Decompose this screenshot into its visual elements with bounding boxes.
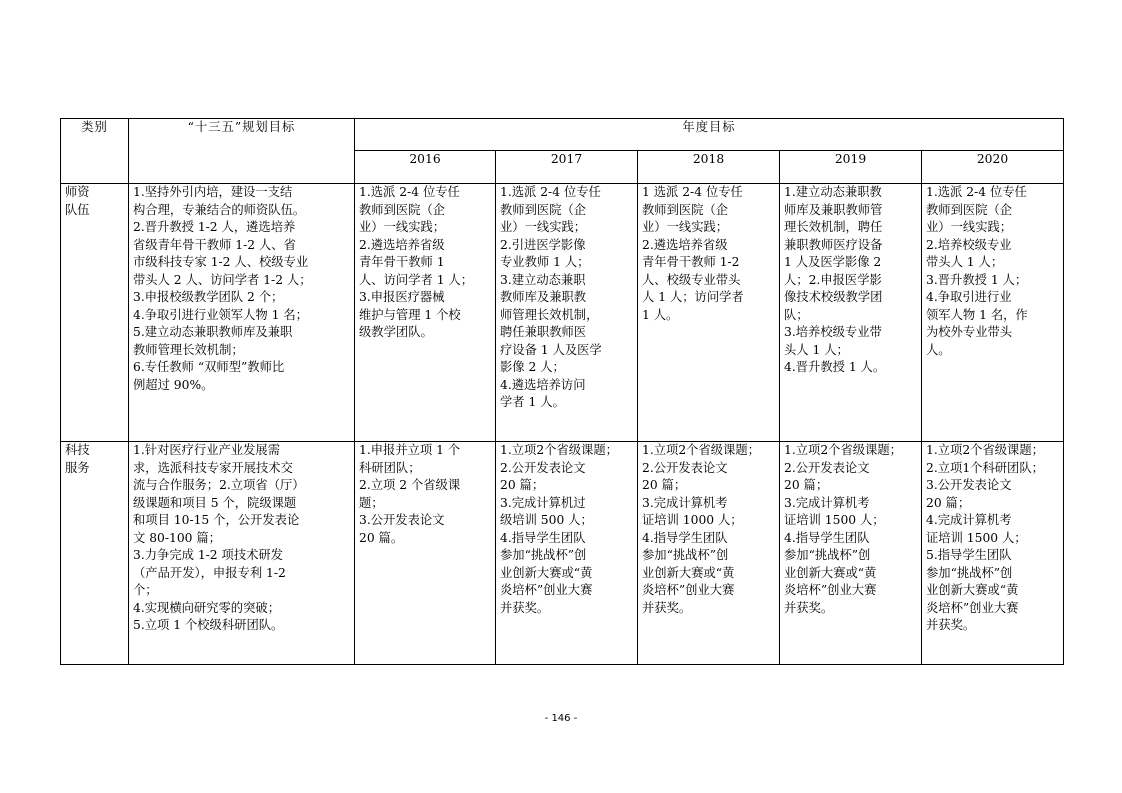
cell-line: 3.公开发表论文 [359,513,445,527]
cell-line: 服务 [65,460,90,475]
cell-line: 队； [784,307,809,322]
cell-line: 并获奖。 [784,600,834,615]
year-cell-2017 [496,184,638,442]
cell-line: 参加“挑战杯”创 [784,548,871,562]
cell-line: 炎培杯”创业大赛 [784,583,877,597]
cell-line: 3.力争完成 1-2 项技术研发 [133,548,284,562]
year-cell-2019 [780,184,922,442]
cell-line: 4.指导学生团队 [784,530,870,545]
cell-line: 2.遴选培养省级 [642,237,728,252]
cell-line: 科技 [65,443,90,457]
category-cell [61,442,129,665]
year-cell-2017 [496,442,638,665]
cell-line: 2.培养校级专业 [926,237,1012,252]
cell-line: 3.完成计算机考 [642,495,728,510]
annual-header: 年度目标 [355,119,1064,151]
cell-line: 领军人物 1 名，作 [926,307,1028,322]
cell-line: 头人 1 人； [784,342,849,357]
page-number: - 146 - [544,713,578,724]
cell-line: 教师到医院（企 [642,202,729,217]
year-cell-2019 [780,442,922,665]
cell-line: 4.指导学生团队 [642,530,728,545]
cell-line: 学者 1 人。 [500,395,565,409]
cell-line: 人；2.申报医学影 [784,272,882,287]
cell-line: 青年骨干教师 1-2 [642,255,740,269]
cell-line: 师库及兼职教师管 [784,202,883,217]
cell-line: 1 人。 [642,307,679,322]
cell-line: 科研团队； [359,460,421,475]
year-cell-2018 [638,442,780,665]
cell-line: 1.建立动态兼职教 [784,185,882,199]
cell-line: 1.申报并立项 1 个 [359,443,461,457]
cell-line: 文 80-100 篇； [133,530,221,545]
cell-line: 影像 2 人； [500,360,565,374]
cell-line: 带头人 1 人； [926,255,1004,269]
year-cell-2016 [355,442,496,665]
cell-line: 3.完成计算机过 [500,495,586,510]
plan-header: “十三五”规划目标 [129,119,355,184]
cell-line: 聘任兼职教师医 [500,325,587,339]
cell-line: 1.立项2个省级课题； [642,443,760,457]
cell-line: 人、校级专业带头 [642,272,741,287]
cell-line: 级课题和项目 5 个，院级课题 [133,495,297,510]
cell-line: 参加“挑战杯”创 [642,548,729,562]
cell-line: 炎培杯”创业大赛 [926,600,1019,615]
cell-line: 人 1 人；访问学者 [642,290,744,304]
cell-line: 参加“挑战杯”创 [500,548,587,562]
cell-line: 并获奖。 [500,600,550,615]
cell-line: 20 篇。 [359,530,404,545]
cell-line: 20 篇； [784,478,829,492]
cell-line: 构合理，专兼结合的师资队伍。 [133,202,306,217]
cell-line: 证培训 1500 人； [926,530,1027,545]
cell-line: 省级青年骨干教师 1-2 人、省 [133,237,296,252]
cell-line: 2.立项 2 个省级课 [359,478,461,492]
cell-line: 2.引进医学影像 [500,237,586,252]
cell-line: 业）一线实践； [359,220,446,234]
cell-line: 师管理长效机制， [500,307,599,322]
cell-line: 级培训 500 人； [500,513,593,527]
cell-line: 4.争取引进行业 [926,290,1012,304]
cell-line: 1.针对医疗行业产业发展需 [133,443,280,457]
cell-line: 1.选派 2-4 位专任 [359,185,460,199]
cell-line: （产品开发），申报专利 1-2 [133,565,286,580]
cell-line: 业创新大赛或“黄 [926,583,1019,597]
cell-line: 业创新大赛或“黄 [500,565,593,580]
cell-line: 人。 [926,342,951,357]
table-row-research [61,442,1064,665]
cell-line: 师资 [65,185,90,199]
category-cell [61,184,129,442]
cell-line: 人、访问学者 1 人； [359,272,474,287]
year-cell-2018 [638,184,780,442]
cell-line: 3.公开发表论文 [926,478,1012,492]
cell-line: 6.专任教师 “双师型”教师比 [133,360,285,374]
cell-line: 5.指导学生团队 [926,548,1012,562]
cell-line: 3.申报医疗器械 [359,290,445,304]
annual-goals-table [60,118,1064,665]
cell-line: 4.实现横向研究零的突破； [133,600,280,615]
cell-line: 和项目 10-15 个，公开发表论 [133,513,300,527]
cell-line: 流与合作服务；2.立项省（厅） [133,478,305,492]
cell-line: 3.培养校级专业带 [784,325,882,339]
cell-line: 20 篇； [642,478,687,492]
cell-line: 业）一线实践； [926,220,1013,234]
cell-line: 教师到医院（企 [500,202,587,217]
year-header-2017: 2017 [496,151,638,184]
cell-line: 教师到医院（企 [359,202,446,217]
cell-line: 1.坚持外引内培，建设一支结 [133,185,293,199]
cell-line: 像技术校级教学团 [784,290,883,304]
year-cell-2016 [355,184,496,442]
cell-line: 参加“挑战杯”创 [926,565,1013,580]
cell-line: 炎培杯”创业大赛 [500,583,593,597]
plan-cell [129,184,355,442]
cell-line: 3.建立动态兼职 [500,272,586,287]
year-header-2019: 2019 [780,151,922,184]
cell-line: 业创新大赛或“黄 [642,565,735,580]
cell-line: 2.公开发表论文 [500,460,586,475]
cell-line: 5.建立动态兼职教师库及兼职 [133,325,293,339]
cell-line: 3.晋升教授 1 人； [926,272,1028,287]
cell-line: 教师管理长效机制； [133,342,244,357]
cell-line: 教师库及兼职教 [500,290,587,304]
cell-line: 青年骨干教师 1 [359,255,445,269]
header-row-1 [61,119,1064,151]
cell-line: 4.完成计算机考 [926,513,1012,527]
cell-line: 疗设备 1 人及医学 [500,342,602,357]
cell-line: 1.立项2个省级课题； [926,443,1044,457]
cell-line: 1.选派 2-4 位专任 [500,185,601,199]
year-header-2016: 2016 [355,151,496,184]
cell-line: 1.立项2个省级课题； [500,443,618,457]
cell-line: 4.遴选培养访问 [500,377,586,392]
cell-line: 证培训 1000 人； [642,513,743,527]
cell-line: 个； [133,583,158,597]
cell-line: 3.申报校级教学团队 2 个； [133,290,284,304]
cell-line: 队伍 [65,202,90,217]
cell-line: 2.公开发表论文 [784,460,870,475]
cell-line: 教师到医院（企 [926,202,1013,217]
cell-line: 2.立项1个科研团队； [926,460,1044,475]
cell-line: 2.公开发表论文 [642,460,728,475]
cell-line: 并获奖。 [926,618,976,632]
cell-line: 4.指导学生团队 [500,530,586,545]
cell-line: 级教学团队。 [359,325,433,339]
year-cell-2020 [922,184,1064,442]
plan-cell [129,442,355,665]
category-header: 类别 [61,119,129,184]
year-cell-2020 [922,442,1064,665]
cell-line: 炎培杯”创业大赛 [642,583,735,597]
cell-line: 证培训 1500 人； [784,513,885,527]
cell-line: 为校外专业带头 [926,325,1013,339]
cell-line: 2.遴选培养省级 [359,237,445,252]
cell-line: 并获奖。 [642,600,692,615]
cell-line: 例超过 90%。 [133,377,214,392]
cell-line: 5.立项 1 个校级科研团队。 [133,618,284,632]
cell-line: 1 选派 2-4 位专任 [642,185,743,199]
cell-line: 带头人 2 人、访问学者 1-2 人； [133,272,312,287]
cell-line: 1.立项2个省级课题； [784,443,902,457]
cell-line: 1 人及医学影像 2 [784,255,882,269]
cell-line: 1.选派 2-4 位专任 [926,185,1027,199]
cell-line: 理长效机制，聘任 [784,220,883,234]
cell-line: 题； [359,495,384,510]
cell-line: 业）一线实践； [500,220,587,234]
cell-line: 求，选派科技专家开展技术交 [133,460,293,475]
cell-line: 20 篇； [926,495,971,510]
cell-line: 3.完成计算机考 [784,495,870,510]
year-header-2018: 2018 [638,151,780,184]
cell-line: 4.争取引进行业领军人物 1 名； [133,307,308,322]
cell-line: 专业教师 1 人； [500,255,590,269]
cell-line: 业）一线实践； [642,220,729,234]
year-header-2020: 2020 [922,151,1064,184]
cell-line: 兼职教师医疗设备 [784,237,883,252]
cell-line: 20 篇； [500,478,545,492]
table-row-faculty [61,184,1064,442]
cell-line: 4.晋升教授 1 人。 [784,360,886,374]
cell-line: 市级科技专家 1-2 人、校级专业 [133,255,309,269]
cell-line: 2.晋升教授 1-2 人，遴选培养 [133,220,296,234]
cell-line: 维护与管理 1 个校 [359,307,461,322]
cell-line: 业创新大赛或“黄 [784,565,877,580]
